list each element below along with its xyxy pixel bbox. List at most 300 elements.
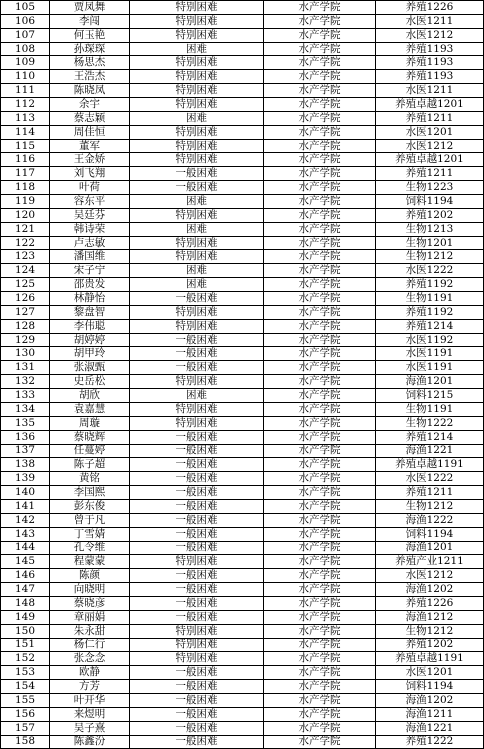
difficulty-level-cell: 一般困难 — [130, 596, 264, 610]
class-name-cell: 饲料1194 — [376, 195, 484, 209]
table-row — [1, 98, 484, 112]
class-name-cell: 养殖1211 — [376, 111, 484, 125]
class-name-cell: 养殖卓越1191 — [376, 652, 484, 666]
class-name-cell: 生物1212 — [376, 250, 484, 264]
row-number-cell: 146 — [1, 569, 50, 583]
table-body — [1, 1, 484, 749]
table-row — [1, 596, 484, 610]
table-row — [1, 361, 484, 375]
student-name-cell: 周佳恒 — [50, 125, 130, 139]
difficulty-level-cell: 特别困难 — [130, 652, 264, 666]
student-name-cell: 来煜明 — [50, 707, 130, 721]
table-row — [1, 28, 484, 42]
class-name-cell: 养殖1193 — [376, 42, 484, 56]
row-number-cell: 138 — [1, 458, 50, 472]
difficulty-level-cell: 一般困难 — [130, 527, 264, 541]
class-name-cell: 养殖1192 — [376, 278, 484, 292]
table-row — [1, 153, 484, 167]
college-name-cell: 水产学院 — [264, 721, 376, 735]
college-name-cell: 水产学院 — [264, 347, 376, 361]
class-name-cell: 海渔1221 — [376, 721, 484, 735]
student-name-cell: 李闯 — [50, 14, 130, 28]
table-row — [1, 402, 484, 416]
difficulty-level-cell: 一般困难 — [130, 499, 264, 513]
difficulty-level-cell: 一般困难 — [130, 333, 264, 347]
table-row — [1, 111, 484, 125]
student-name-cell: 周璇 — [50, 416, 130, 430]
row-number-cell: 128 — [1, 319, 50, 333]
table-row — [1, 652, 484, 666]
class-name-cell: 养殖1193 — [376, 56, 484, 70]
class-name-cell: 水医1201 — [376, 666, 484, 680]
class-name-cell: 养殖1202 — [376, 208, 484, 222]
row-number-cell: 116 — [1, 153, 50, 167]
college-name-cell: 水产学院 — [264, 333, 376, 347]
class-name-cell: 生物1223 — [376, 181, 484, 195]
class-name-cell: 生物1191 — [376, 292, 484, 306]
student-name-cell: 董军 — [50, 139, 130, 153]
student-name-cell: 邵贵发 — [50, 278, 130, 292]
student-name-cell: 韩诗荣 — [50, 222, 130, 236]
table-row — [1, 472, 484, 486]
table-row — [1, 125, 484, 139]
table-row — [1, 555, 484, 569]
table-row — [1, 347, 484, 361]
college-name-cell: 水产学院 — [264, 680, 376, 694]
college-name-cell: 水产学院 — [264, 513, 376, 527]
class-name-cell: 海渔1202 — [376, 583, 484, 597]
table-row — [1, 56, 484, 70]
student-name-cell: 任蔓婷 — [50, 444, 130, 458]
row-number-cell: 148 — [1, 596, 50, 610]
difficulty-level-cell: 一般困难 — [130, 569, 264, 583]
student-name-cell: 向晓明 — [50, 583, 130, 597]
college-name-cell: 水产学院 — [264, 42, 376, 56]
class-name-cell: 海渔1202 — [376, 693, 484, 707]
student-name-cell: 朱永甜 — [50, 624, 130, 638]
student-name-cell: 曾于凡 — [50, 513, 130, 527]
table-row — [1, 721, 484, 735]
student-name-cell: 蔡晓彦 — [50, 596, 130, 610]
difficulty-level-cell: 特别困难 — [130, 624, 264, 638]
class-name-cell: 养殖1226 — [376, 1, 484, 15]
college-name-cell: 水产学院 — [264, 430, 376, 444]
table-row — [1, 735, 484, 749]
college-name-cell: 水产学院 — [264, 236, 376, 250]
row-number-cell: 139 — [1, 472, 50, 486]
student-name-cell: 杨思杰 — [50, 56, 130, 70]
difficulty-level-cell: 困难 — [130, 42, 264, 56]
college-name-cell: 水产学院 — [264, 666, 376, 680]
class-name-cell: 水医1191 — [376, 361, 484, 375]
college-name-cell: 水产学院 — [264, 84, 376, 98]
difficulty-level-cell: 一般困难 — [130, 707, 264, 721]
college-name-cell: 水产学院 — [264, 167, 376, 181]
class-name-cell: 海渔1201 — [376, 375, 484, 389]
row-number-cell: 121 — [1, 222, 50, 236]
row-number-cell: 112 — [1, 98, 50, 112]
difficulty-level-cell: 一般困难 — [130, 583, 264, 597]
student-name-cell: 章丽娟 — [50, 610, 130, 624]
student-name-cell: 张念念 — [50, 652, 130, 666]
class-name-cell: 养殖1211 — [376, 486, 484, 500]
difficulty-level-cell: 一般困难 — [130, 610, 264, 624]
student-name-cell: 卢志敏 — [50, 236, 130, 250]
difficulty-level-cell: 特别困难 — [130, 305, 264, 319]
college-name-cell: 水产学院 — [264, 638, 376, 652]
student-name-cell: 潘国维 — [50, 250, 130, 264]
class-name-cell: 养殖1192 — [376, 305, 484, 319]
student-name-cell: 林静怡 — [50, 292, 130, 306]
class-name-cell: 养殖1214 — [376, 430, 484, 444]
row-number-cell: 151 — [1, 638, 50, 652]
class-name-cell: 生物1222 — [376, 416, 484, 430]
class-name-cell: 生物1212 — [376, 499, 484, 513]
class-name-cell: 生物1212 — [376, 624, 484, 638]
student-name-cell: 贾凤舞 — [50, 1, 130, 15]
difficulty-level-cell: 特别困难 — [130, 56, 264, 70]
class-name-cell: 水医1211 — [376, 14, 484, 28]
college-name-cell: 水产学院 — [264, 111, 376, 125]
student-name-cell: 王金娇 — [50, 153, 130, 167]
row-number-cell: 153 — [1, 666, 50, 680]
student-name-cell: 吴子熹 — [50, 721, 130, 735]
difficulty-level-cell: 特别困难 — [130, 416, 264, 430]
table-row — [1, 569, 484, 583]
college-name-cell: 水产学院 — [264, 222, 376, 236]
table-row — [1, 486, 484, 500]
table-row — [1, 70, 484, 84]
student-name-cell: 刘飞翔 — [50, 167, 130, 181]
difficulty-level-cell: 一般困难 — [130, 735, 264, 749]
class-name-cell: 水医1212 — [376, 139, 484, 153]
difficulty-level-cell: 特别困难 — [130, 638, 264, 652]
difficulty-level-cell: 特别困难 — [130, 250, 264, 264]
class-name-cell: 饲料1194 — [376, 680, 484, 694]
difficulty-level-cell: 一般困难 — [130, 347, 264, 361]
table-row — [1, 513, 484, 527]
class-name-cell: 饲料1194 — [376, 527, 484, 541]
table-row — [1, 444, 484, 458]
student-name-cell: 袁嘉慧 — [50, 402, 130, 416]
college-name-cell: 水产学院 — [264, 596, 376, 610]
student-name-cell: 黎盘智 — [50, 305, 130, 319]
student-name-cell: 王浩杰 — [50, 70, 130, 84]
student-name-cell: 蔡志颖 — [50, 111, 130, 125]
difficulty-level-cell: 特别困难 — [130, 84, 264, 98]
difficulty-level-cell: 一般困难 — [130, 666, 264, 680]
class-name-cell: 水医1192 — [376, 333, 484, 347]
difficulty-level-cell: 特别困难 — [130, 319, 264, 333]
row-number-cell: 132 — [1, 375, 50, 389]
class-name-cell: 水医1211 — [376, 84, 484, 98]
college-name-cell: 水产学院 — [264, 195, 376, 209]
row-number-cell: 127 — [1, 305, 50, 319]
student-name-cell: 孙琛琛 — [50, 42, 130, 56]
student-name-cell: 彭东俊 — [50, 499, 130, 513]
table-row — [1, 84, 484, 98]
college-name-cell: 水产学院 — [264, 264, 376, 278]
row-number-cell: 157 — [1, 721, 50, 735]
class-name-cell: 生物1213 — [376, 222, 484, 236]
row-number-cell: 114 — [1, 125, 50, 139]
table-row — [1, 1, 484, 15]
table-row — [1, 541, 484, 555]
row-number-cell: 113 — [1, 111, 50, 125]
class-name-cell: 海渔1212 — [376, 610, 484, 624]
row-number-cell: 141 — [1, 499, 50, 513]
row-number-cell: 131 — [1, 361, 50, 375]
student-name-cell: 何玉艳 — [50, 28, 130, 42]
row-number-cell: 136 — [1, 430, 50, 444]
row-number-cell: 137 — [1, 444, 50, 458]
table-row — [1, 666, 484, 680]
college-name-cell: 水产学院 — [264, 319, 376, 333]
college-name-cell: 水产学院 — [264, 624, 376, 638]
college-name-cell: 水产学院 — [264, 610, 376, 624]
college-name-cell: 水产学院 — [264, 444, 376, 458]
college-name-cell: 水产学院 — [264, 389, 376, 403]
row-number-cell: 124 — [1, 264, 50, 278]
student-name-cell: 李伟聪 — [50, 319, 130, 333]
student-name-cell: 容东平 — [50, 195, 130, 209]
college-name-cell: 水产学院 — [264, 499, 376, 513]
table-row — [1, 167, 484, 181]
college-name-cell: 水产学院 — [264, 652, 376, 666]
college-name-cell: 水产学院 — [264, 527, 376, 541]
row-number-cell: 111 — [1, 84, 50, 98]
table-row — [1, 707, 484, 721]
row-number-cell: 134 — [1, 402, 50, 416]
college-name-cell: 水产学院 — [264, 416, 376, 430]
row-number-cell: 140 — [1, 486, 50, 500]
row-number-cell: 122 — [1, 236, 50, 250]
student-name-cell: 胡婷婷 — [50, 333, 130, 347]
row-number-cell: 156 — [1, 707, 50, 721]
row-number-cell: 152 — [1, 652, 50, 666]
difficulty-level-cell: 特别困难 — [130, 139, 264, 153]
table-row — [1, 375, 484, 389]
row-number-cell: 150 — [1, 624, 50, 638]
difficulty-level-cell: 一般困难 — [130, 181, 264, 195]
table-row — [1, 236, 484, 250]
row-number-cell: 117 — [1, 167, 50, 181]
table-row — [1, 208, 484, 222]
college-name-cell: 水产学院 — [264, 56, 376, 70]
row-number-cell: 144 — [1, 541, 50, 555]
class-name-cell: 生物1201 — [376, 236, 484, 250]
difficulty-level-cell: 一般困难 — [130, 513, 264, 527]
row-number-cell: 129 — [1, 333, 50, 347]
table-row — [1, 458, 484, 472]
student-name-cell: 胡欣 — [50, 389, 130, 403]
row-number-cell: 154 — [1, 680, 50, 694]
table-row — [1, 333, 484, 347]
table-row — [1, 264, 484, 278]
college-name-cell: 水产学院 — [264, 125, 376, 139]
class-name-cell: 养殖产业1211 — [376, 555, 484, 569]
student-name-cell: 李国熙 — [50, 486, 130, 500]
class-name-cell: 水医1212 — [376, 28, 484, 42]
difficulty-level-cell: 特别困难 — [130, 402, 264, 416]
college-name-cell: 水产学院 — [264, 250, 376, 264]
table-row — [1, 195, 484, 209]
difficulty-level-cell: 一般困难 — [130, 167, 264, 181]
class-name-cell: 水医1191 — [376, 347, 484, 361]
table-row — [1, 250, 484, 264]
table-row — [1, 278, 484, 292]
difficulty-level-cell: 一般困难 — [130, 458, 264, 472]
college-name-cell: 水产学院 — [264, 472, 376, 486]
difficulty-level-cell: 特别困难 — [130, 236, 264, 250]
row-number-cell: 149 — [1, 610, 50, 624]
difficulty-level-cell: 一般困难 — [130, 693, 264, 707]
table-row — [1, 624, 484, 638]
difficulty-level-cell: 一般困难 — [130, 444, 264, 458]
row-number-cell: 119 — [1, 195, 50, 209]
college-name-cell: 水产学院 — [264, 153, 376, 167]
row-number-cell: 106 — [1, 14, 50, 28]
college-name-cell: 水产学院 — [264, 278, 376, 292]
student-name-cell: 陈子超 — [50, 458, 130, 472]
difficulty-level-cell: 特别困难 — [130, 375, 264, 389]
row-number-cell: 142 — [1, 513, 50, 527]
table-row — [1, 430, 484, 444]
difficulty-level-cell: 特别困难 — [130, 153, 264, 167]
class-name-cell: 养殖1211 — [376, 167, 484, 181]
student-name-cell: 陈鑫汾 — [50, 735, 130, 749]
difficulty-level-cell: 一般困难 — [130, 721, 264, 735]
college-name-cell: 水产学院 — [264, 541, 376, 555]
difficulty-level-cell: 一般困难 — [130, 472, 264, 486]
student-name-cell: 张淑甄 — [50, 361, 130, 375]
class-name-cell: 海渔1222 — [376, 513, 484, 527]
table-row — [1, 42, 484, 56]
class-name-cell: 水医1222 — [376, 264, 484, 278]
table-row — [1, 610, 484, 624]
class-name-cell: 养殖卓越1201 — [376, 98, 484, 112]
difficulty-level-cell: 特别困难 — [130, 98, 264, 112]
college-name-cell: 水产学院 — [264, 98, 376, 112]
college-name-cell: 水产学院 — [264, 569, 376, 583]
row-number-cell: 123 — [1, 250, 50, 264]
college-name-cell: 水产学院 — [264, 555, 376, 569]
college-name-cell: 水产学院 — [264, 361, 376, 375]
difficulty-level-cell: 困难 — [130, 264, 264, 278]
class-name-cell: 养殖卓越1191 — [376, 458, 484, 472]
class-name-cell: 海渔1201 — [376, 541, 484, 555]
class-name-cell: 养殖1202 — [376, 638, 484, 652]
student-name-cell: 陈颜 — [50, 569, 130, 583]
row-number-cell: 147 — [1, 583, 50, 597]
student-name-cell: 宋子宁 — [50, 264, 130, 278]
table-row — [1, 389, 484, 403]
row-number-cell: 115 — [1, 139, 50, 153]
difficulty-level-cell: 特别困难 — [130, 125, 264, 139]
college-name-cell: 水产学院 — [264, 14, 376, 28]
class-name-cell: 养殖1222 — [376, 735, 484, 749]
difficulty-level-cell: 一般困难 — [130, 486, 264, 500]
college-name-cell: 水产学院 — [264, 707, 376, 721]
college-name-cell: 水产学院 — [264, 305, 376, 319]
row-number-cell: 107 — [1, 28, 50, 42]
class-name-cell: 养殖卓越1201 — [376, 153, 484, 167]
class-name-cell: 养殖1226 — [376, 596, 484, 610]
college-name-cell: 水产学院 — [264, 181, 376, 195]
row-number-cell: 143 — [1, 527, 50, 541]
table-row — [1, 139, 484, 153]
row-number-cell: 108 — [1, 42, 50, 56]
difficulty-level-cell: 困难 — [130, 222, 264, 236]
table-row — [1, 181, 484, 195]
row-number-cell: 158 — [1, 735, 50, 749]
student-name-cell: 余宇 — [50, 98, 130, 112]
table-row — [1, 319, 484, 333]
student-name-cell: 陈晓凤 — [50, 84, 130, 98]
student-name-cell: 杨仁行 — [50, 638, 130, 652]
table-row — [1, 292, 484, 306]
table-row — [1, 499, 484, 513]
student-name-cell: 孔令维 — [50, 541, 130, 555]
difficulty-level-cell: 特别困难 — [130, 28, 264, 42]
difficulty-level-cell: 一般困难 — [130, 361, 264, 375]
student-name-cell: 史岳松 — [50, 375, 130, 389]
college-name-cell: 水产学院 — [264, 693, 376, 707]
class-name-cell: 海渔1211 — [376, 707, 484, 721]
class-name-cell: 水医1222 — [376, 472, 484, 486]
difficulty-level-cell: 一般困难 — [130, 680, 264, 694]
table-row — [1, 305, 484, 319]
difficulty-level-cell: 一般困难 — [130, 292, 264, 306]
college-name-cell: 水产学院 — [264, 208, 376, 222]
difficulty-level-cell: 特别困难 — [130, 555, 264, 569]
college-name-cell: 水产学院 — [264, 402, 376, 416]
table-row — [1, 14, 484, 28]
table-row — [1, 416, 484, 430]
difficulty-level-cell: 一般困难 — [130, 430, 264, 444]
row-number-cell: 120 — [1, 208, 50, 222]
student-name-cell: 叶开华 — [50, 693, 130, 707]
class-name-cell: 养殖1214 — [376, 319, 484, 333]
class-name-cell: 生物1191 — [376, 402, 484, 416]
table-row — [1, 583, 484, 597]
student-name-cell: 胡甲玲 — [50, 347, 130, 361]
table-row — [1, 638, 484, 652]
difficulty-level-cell: 困难 — [130, 278, 264, 292]
row-number-cell: 118 — [1, 181, 50, 195]
college-name-cell: 水产学院 — [264, 292, 376, 306]
student-name-cell: 叶荷 — [50, 181, 130, 195]
difficulty-level-cell: 特别困难 — [130, 70, 264, 84]
class-name-cell: 饲料1215 — [376, 389, 484, 403]
row-number-cell: 130 — [1, 347, 50, 361]
difficulty-level-cell: 一般困难 — [130, 541, 264, 555]
table-row — [1, 680, 484, 694]
row-number-cell: 109 — [1, 56, 50, 70]
table-row — [1, 222, 484, 236]
difficulty-level-cell: 特别困难 — [130, 14, 264, 28]
difficulty-level-cell: 困难 — [130, 111, 264, 125]
college-name-cell: 水产学院 — [264, 458, 376, 472]
college-name-cell: 水产学院 — [264, 735, 376, 749]
college-name-cell: 水产学院 — [264, 375, 376, 389]
row-number-cell: 126 — [1, 292, 50, 306]
table-row — [1, 527, 484, 541]
college-name-cell: 水产学院 — [264, 28, 376, 42]
difficulty-level-cell: 特别困难 — [130, 208, 264, 222]
class-name-cell: 海渔1221 — [376, 444, 484, 458]
college-name-cell: 水产学院 — [264, 1, 376, 15]
